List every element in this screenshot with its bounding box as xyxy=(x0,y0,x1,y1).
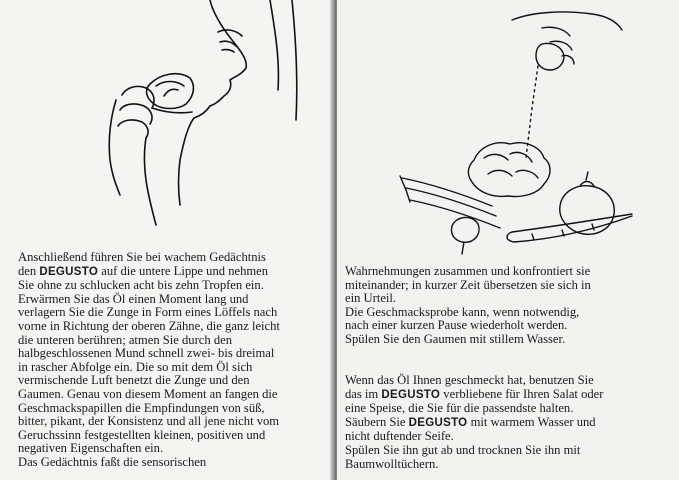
text-line xyxy=(18,374,280,388)
brand-name: DEGUSTO xyxy=(381,388,441,401)
left-page-text xyxy=(18,251,280,470)
text-segment: Spülen Sie den Gaumen mit stillem Wasser. xyxy=(345,331,566,346)
text-line xyxy=(18,251,280,265)
text-segment: Baumwolltüchern. xyxy=(345,456,439,471)
text-segment: mit warmem Wasser und xyxy=(467,414,596,429)
text-line xyxy=(18,456,280,470)
text-segment: Spülen Sie ihn gut ab und trocknen Sie ihn mit xyxy=(345,442,581,457)
text-line xyxy=(18,279,280,293)
text-segment: Wahrnehmungen zusammen und konfrontiert sie xyxy=(345,264,591,278)
right-page xyxy=(337,0,679,480)
text-segment: die unteren berühren; atmen Sie durch den xyxy=(18,332,233,347)
text-line xyxy=(18,265,280,280)
text-line xyxy=(345,319,591,333)
text-segment: negativen Eigenschaften ein. xyxy=(18,441,164,456)
brand-name: DEGUSTO xyxy=(39,265,99,278)
text-line xyxy=(345,306,591,320)
text-line xyxy=(18,442,280,456)
text-line xyxy=(18,320,280,334)
text-line xyxy=(18,361,280,375)
tasting-drawing xyxy=(60,0,310,240)
text-line xyxy=(18,402,280,416)
right-page-paragraph-2 xyxy=(345,374,603,471)
text-segment: Säubern Sie xyxy=(345,414,409,429)
text-segment: ein Urteil. xyxy=(345,291,397,306)
text-line xyxy=(345,292,591,306)
text-segment: Das Gedächtnis faßt die sensorischen xyxy=(18,454,207,469)
text-line xyxy=(18,334,280,348)
left-page xyxy=(0,0,333,480)
text-segment: Geschmackspapillen die Empfindungen von süß, xyxy=(18,400,265,415)
text-line xyxy=(18,347,280,361)
text-segment: verbliebene für Ihren Salat oder xyxy=(440,386,604,401)
text-line xyxy=(345,416,603,431)
pouring-illustration xyxy=(392,8,642,263)
text-line xyxy=(18,415,280,429)
text-line xyxy=(345,333,591,347)
text-segment: Wenn das Öl Ihnen geschmeckt hat, benutzen Sie xyxy=(345,373,594,387)
tasting-illustration xyxy=(60,0,310,240)
text-line xyxy=(345,458,603,472)
text-line xyxy=(345,430,603,444)
text-segment: halbgeschlossenen Mund schnell zwei- bis dreimal xyxy=(18,346,275,361)
brand-name: DEGUSTO xyxy=(408,416,468,429)
text-segment: Geruchssinn festgestellten kleinen, positiven und xyxy=(18,427,266,442)
text-segment: nach einer kurzen Pause wiederholt werden. xyxy=(345,318,568,333)
text-segment: Erwärmen Sie das Öl einen Moment lang und xyxy=(18,291,249,306)
pouring-drawing xyxy=(392,8,642,263)
text-line xyxy=(345,402,603,416)
text-segment: Gaumen. Genau von diesem Moment an fangen die xyxy=(18,386,278,401)
text-line xyxy=(345,444,603,458)
text-line xyxy=(345,265,591,279)
right-page-paragraph-1 xyxy=(345,265,591,347)
text-segment: den xyxy=(18,263,40,278)
text-segment: vorne in Richtung der oberen Zähne, die ganz leicht xyxy=(18,318,280,333)
text-line xyxy=(18,306,280,320)
text-line xyxy=(345,279,591,293)
text-segment: nicht duftender Seife. xyxy=(345,429,454,444)
text-segment: in rascher Abfolge ein. Die so mit dem Öl sich xyxy=(18,359,253,374)
text-line xyxy=(18,388,280,402)
text-segment: miteinander; in kurzer Zeit übersetzen sie sich in xyxy=(345,277,591,292)
text-line xyxy=(18,293,280,307)
text-segment: verlagern Sie die Zunge in Form eines Löffels nach xyxy=(18,305,278,320)
text-segment: vermischende Luft benetzt die Zunge und den xyxy=(18,373,250,388)
text-segment: eine Speise, die Sie für die passendste halten. xyxy=(345,401,574,416)
text-segment: Die Geschmacksprobe kann, wenn notwendig, xyxy=(345,304,580,319)
text-line xyxy=(345,374,603,388)
text-segment: das im xyxy=(345,386,382,401)
text-line xyxy=(345,388,603,403)
text-segment: bitter, pikant, der Konsistenz und all jene nicht vom xyxy=(18,414,280,429)
text-segment: Sie ohne zu schlucken acht bis zehn Tropfen ein. xyxy=(18,278,264,293)
text-segment: auf die untere Lippe und nehmen xyxy=(98,263,269,278)
text-segment: Anschließend führen Sie bei wachem Gedächtnis xyxy=(18,250,266,264)
text-line xyxy=(18,429,280,443)
